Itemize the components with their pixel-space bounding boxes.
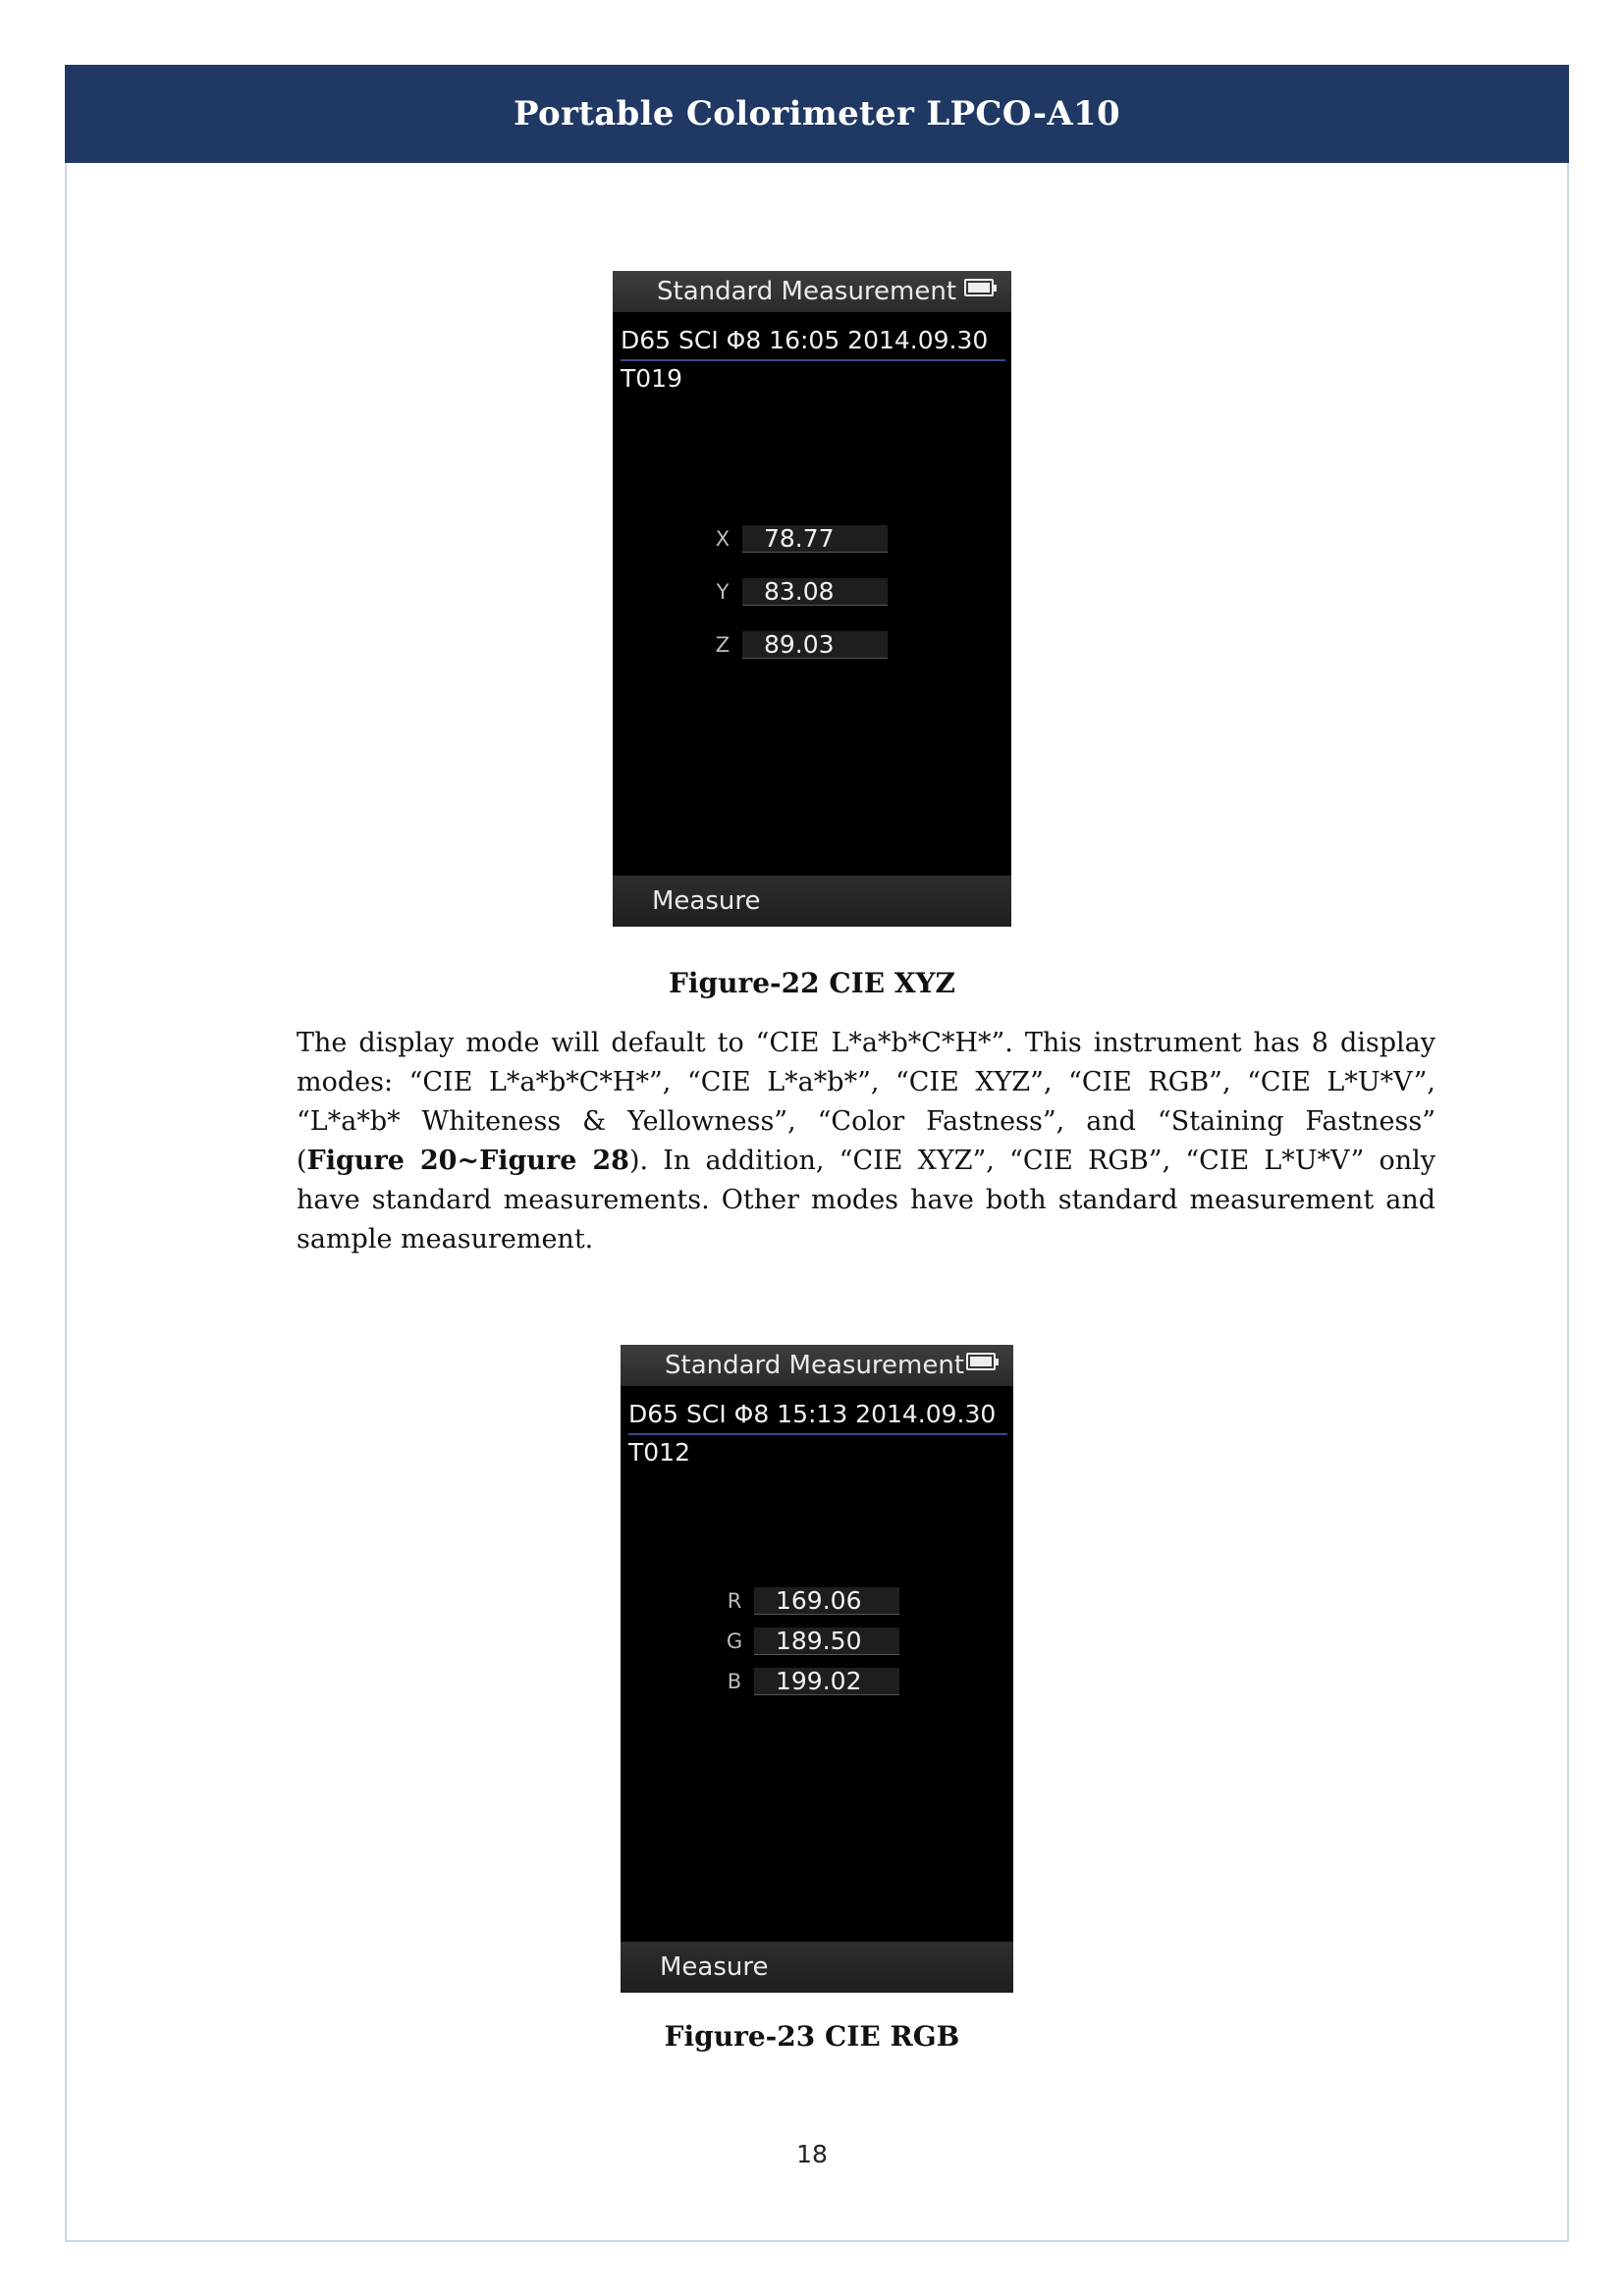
value-label: Z — [715, 633, 731, 657]
screen-title: Standard Measurement — [665, 1351, 965, 1380]
measure-label: Measure — [652, 886, 761, 916]
device-screen-xyz — [613, 271, 1011, 927]
divider — [621, 359, 1005, 361]
value-row-z — [703, 631, 888, 659]
battery-icon — [966, 1353, 996, 1370]
paragraph-text: ). In addition, “CIE XYZ”, “CIE RGB”, “CIE L*U*V” only have standard measurements. Other modes have both standard measurement and sample measurement. — [297, 1146, 1435, 1255]
paragraph-text: The display mode will default to “CIE L*a*b*C*H*”. This instrument has 8 display modes: “CIE L*a*b*C*H*”, “CIE L*a*b*”, “CIE XYZ”, “CIE RGB”, “CIE L*U*V”, “L*a*b* Whiteness & Yellowness”, “Color Fastness”, and “Staining Fastness” ( — [297, 1028, 1435, 1176]
device-screen-rgb — [621, 1345, 1013, 1993]
measure-softkey — [621, 1942, 1013, 1993]
page-number: 18 — [796, 2140, 828, 2168]
value-row-r — [715, 1587, 899, 1615]
figure-caption: Figure-23 CIE RGB — [664, 2020, 960, 2053]
value-field: 89.03 — [742, 631, 888, 659]
screen-title-bar — [613, 271, 1011, 312]
sample-id: T012 — [628, 1438, 690, 1467]
body-paragraph — [297, 1024, 1435, 1259]
value-label: Y — [716, 580, 730, 604]
value-label: X — [715, 527, 731, 551]
value-field: 83.08 — [742, 578, 888, 606]
value-label: G — [726, 1629, 743, 1653]
value-label: B — [727, 1670, 742, 1693]
measure-softkey — [613, 876, 1011, 927]
screen-title-bar — [621, 1345, 1013, 1386]
screen-title: Standard Measurement — [657, 277, 957, 306]
value-field: 189.50 — [754, 1628, 899, 1655]
value-field: 199.02 — [754, 1668, 899, 1695]
value-label: R — [727, 1589, 742, 1613]
sample-id: T019 — [621, 364, 682, 393]
info-line: D65 SCI Φ8 15:13 2014.09.30 — [628, 1400, 997, 1428]
value-row-y — [703, 578, 888, 606]
document-header — [65, 65, 1569, 163]
divider — [628, 1433, 1007, 1435]
value-field: 169.06 — [754, 1587, 899, 1615]
value-row-x — [703, 525, 888, 553]
measure-label: Measure — [660, 1952, 769, 1982]
document-title: Portable Colorimeter LPCO-A10 — [514, 94, 1120, 133]
figure-reference: Figure 20~Figure 28 — [306, 1146, 629, 1176]
value-row-g — [715, 1628, 899, 1655]
battery-icon — [964, 279, 994, 296]
figure-caption: Figure-22 CIE XYZ — [669, 967, 955, 999]
value-field: 78.77 — [742, 525, 888, 553]
info-line: D65 SCI Φ8 16:05 2014.09.30 — [621, 326, 989, 354]
value-row-b — [715, 1668, 899, 1695]
